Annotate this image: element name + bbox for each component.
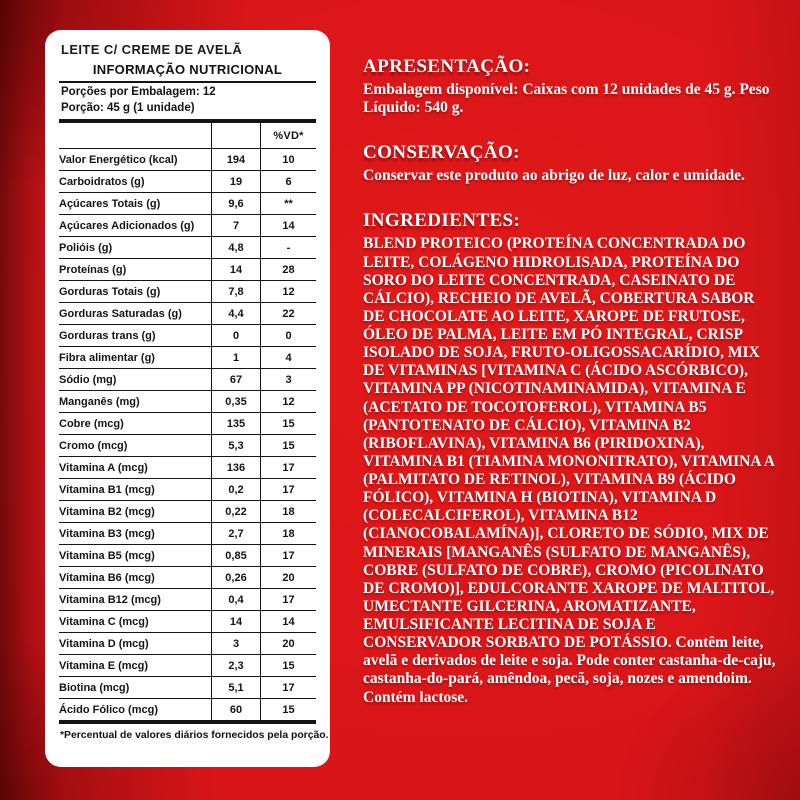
info-section (363, 210, 777, 706)
section-heading: APRESENTAÇÃO: (363, 56, 531, 77)
nutrient-label: Gorduras Totais (g) (59, 281, 212, 303)
nutrient-daily-value: 15 (261, 413, 317, 435)
nutrient-daily-value: 22 (261, 303, 317, 325)
nutrient-label: Proteínas (g) (59, 259, 212, 281)
nutrient-row (59, 325, 316, 347)
nutrient-label: Valor Energético (kcal) (59, 149, 212, 171)
nutrient-daily-value: 20 (261, 633, 317, 655)
section-body: Embalagem disponível: Caixas com 12 unidades de 45 g. Peso Líquido: 540 g. (363, 81, 770, 117)
nutrient-label: Vitamina B6 (mcg) (59, 567, 212, 589)
nutrient-daily-value: 15 (261, 699, 317, 723)
nutrient-daily-value: 20 (261, 567, 317, 589)
nutrient-daily-value: 17 (261, 457, 317, 479)
nutrient-label: Açúcares Totais (g) (59, 193, 212, 215)
nutrient-row (59, 149, 316, 171)
nutrient-row (59, 369, 316, 391)
nutrient-daily-value: 14 (261, 215, 317, 237)
nutrient-value: 60 (212, 699, 261, 723)
nutrient-row (59, 655, 316, 677)
nutrient-row (59, 633, 316, 655)
nutrition-table-title: INFORMAÇÃO NUTRICIONAL (59, 62, 316, 83)
nutrient-value: 0,26 (212, 567, 261, 589)
nutrient-label: Vitamina B5 (mcg) (59, 545, 212, 567)
nutrient-row (59, 567, 316, 589)
nutrient-value: 0 (212, 325, 261, 347)
nutrient-value: 14 (212, 611, 261, 633)
header-vd-cell: %VD* (261, 121, 317, 149)
nutrient-row (59, 545, 316, 567)
nutrition-table-header (59, 121, 316, 149)
servings-per-package: Porções por Embalagem: 12 (61, 86, 216, 98)
nutrient-row (59, 523, 316, 545)
nutrient-daily-value: 3 (261, 369, 317, 391)
nutrient-value: 0,22 (212, 501, 261, 523)
nutrient-row (59, 611, 316, 633)
nutrient-value: 194 (212, 149, 261, 171)
nutrient-daily-value: 17 (261, 589, 317, 611)
nutrient-value: 136 (212, 457, 261, 479)
nutrient-daily-value: ** (261, 193, 317, 215)
nutrient-daily-value: - (261, 237, 317, 259)
nutrient-label: Vitamina B12 (mcg) (59, 589, 212, 611)
nutrient-label: Biotina (mcg) (59, 677, 212, 699)
nutrient-value: 135 (212, 413, 261, 435)
nutrient-label: Ácido Fólico (mcg) (59, 699, 212, 723)
nutrient-value: 9,6 (212, 193, 261, 215)
nutrient-row (59, 237, 316, 259)
nutrient-row (59, 259, 316, 281)
nutrient-label: Vitamina A (mcg) (59, 457, 212, 479)
nutrient-label: Carboidratos (g) (59, 171, 212, 193)
nutrient-value: 19 (212, 171, 261, 193)
nutrient-row (59, 699, 316, 723)
nutrition-table-body (59, 149, 316, 723)
nutrition-facts-panel (45, 30, 330, 767)
nutrient-label: Açúcares Adicionados (g) (59, 215, 212, 237)
section-body: Conservar este produto ao abrigo de luz, calor e umidade. (363, 167, 745, 185)
nutrient-row (59, 457, 316, 479)
nutrient-daily-value: 17 (261, 677, 317, 699)
nutrient-row (59, 677, 316, 699)
nutrient-label: Manganês (mg) (59, 391, 212, 413)
nutrient-label: Vitamina B1 (mcg) (59, 479, 212, 501)
product-title: LEITE C/ CREME DE AVELÃ (61, 42, 243, 57)
nutrient-daily-value: 15 (261, 435, 317, 457)
nutrient-row (59, 589, 316, 611)
nutrient-label: Cromo (mcg) (59, 435, 212, 457)
nutrient-daily-value: 12 (261, 281, 317, 303)
nutrient-row (59, 171, 316, 193)
nutrient-label: Polióis (g) (59, 237, 212, 259)
nutrient-value: 0,4 (212, 589, 261, 611)
nutrient-row (59, 435, 316, 457)
info-column (363, 56, 777, 732)
section-heading: INGREDIENTES: (363, 210, 521, 232)
nutrient-daily-value: 15 (261, 655, 317, 677)
nutrient-label: Vitamina B2 (mcg) (59, 501, 212, 523)
nutrient-label: Gorduras trans (g) (59, 325, 212, 347)
header-label-cell (59, 121, 212, 149)
section-heading: CONSERVAÇÃO: (363, 142, 520, 164)
nutrient-label: Vitamina D (mcg) (59, 633, 212, 655)
nutrient-label: Cobre (mcg) (59, 413, 212, 435)
nutrient-value: 7,8 (212, 281, 261, 303)
nutrient-value: 0,85 (212, 545, 261, 567)
nutrient-label: Sódio (mg) (59, 369, 212, 391)
nutrient-value: 0,35 (212, 391, 261, 413)
nutrient-daily-value: 17 (261, 479, 317, 501)
nutrient-daily-value: 6 (261, 171, 317, 193)
nutrient-value: 4,8 (212, 237, 261, 259)
nutrient-value: 67 (212, 369, 261, 391)
section-body: BLEND PROTEICO (PROTEÍNA CONCENTRADA DO LEITE, COLÁGENO HIDROLISADA, PROTEÍNA DO SORO DO LEITE CONCENTRADA, CASEINATO DE CÁLCIO), RECHEIO DE AVELÃ, COBERTURA SABOR DE CHOCOLATE AO LEITE, XAROPE DE FRUTOSE, ÓLEO DE PALMA, LEITE EM PÓ INTEGRAL, CRISP ISOLADO DE SOJA, FRUTO-OLIGOSSACARÍDIO, MIX DE VITAMINAS [VITAMINA C (ÁCIDO ASCÓRBICO), VITAMINA PP (NICOTINAMINAMIDA), VITAMINA E (ACETATO DE TOCOTOFEROL), VITAMINA B5 (PANTOTENATO DE CÁLCIO), VITAMINA B2 (RIBOFLAVINA), VITAMINA B6 (PIRIDOXINA), VITAMINA B1 (TIAMINA MONONITRATO), VITAMINA A (PALMITATO DE RETINOL), VITAMINA B9 (ÁCIDO FÓLICO), VITAMINA H (BIOTINA), VITAMINA D (COLECALCIFEROL), VITAMINA B12 (CIANOCOBALAMÍNA)], CLORETO DE SÓDIO, MIX DE MINERAIS [MANGANÊS (SULFATO DE MANGANÊS), COBRE (SULFATO DE COBRE), CROMO (PICOLINATO DE CROMO)], EDULCORANTE XAROPE DE MALTITOL, UMECTANTE GILCERINA, AROMATIZANTE, EMULSIFICANTE LECITINA DE SOJA E CONSERVADOR SORBATO DE POTÁSSIO. Contêm leite, avelã e derivados de leite e soja. Pode conter castanha-de-caju, castanha-do-pará, amêndoa, pecã, soja, nozes e amendoim. Contém lactose. (363, 235, 776, 706)
header-row (59, 121, 316, 149)
nutrient-label: Gorduras Saturadas (g) (59, 303, 212, 325)
nutrient-row (59, 193, 316, 215)
nutrient-row (59, 281, 316, 303)
nutrient-value: 0,2 (212, 479, 261, 501)
nutrient-daily-value: 28 (261, 259, 317, 281)
nutrient-row (59, 215, 316, 237)
nutrition-table (59, 119, 316, 724)
nutrient-row (59, 501, 316, 523)
nutrient-value: 14 (212, 259, 261, 281)
nutrient-value: 2,3 (212, 655, 261, 677)
nutrient-label: Vitamina E (mcg) (59, 655, 212, 677)
nutrient-value: 3 (212, 633, 261, 655)
nutrient-value: 5,1 (212, 677, 261, 699)
nutrient-label: Fibra alimentar (g) (59, 347, 212, 369)
nutrient-row (59, 347, 316, 369)
nutrient-row (59, 303, 316, 325)
nutrient-daily-value: 18 (261, 523, 317, 545)
nutrient-daily-value: 10 (261, 149, 317, 171)
nutrient-value: 7 (212, 215, 261, 237)
nutrient-row (59, 479, 316, 501)
info-section (363, 142, 777, 185)
nutrient-label: Vitamina C (mcg) (59, 611, 212, 633)
nutrient-value: 2,7 (212, 523, 261, 545)
nutrient-value: 4,4 (212, 303, 261, 325)
nutrient-daily-value: 0 (261, 325, 317, 347)
nutrient-row (59, 391, 316, 413)
nutrient-daily-value: 4 (261, 347, 317, 369)
header-value-cell (212, 121, 261, 149)
nutrient-daily-value: 18 (261, 501, 317, 523)
info-section (363, 56, 777, 117)
nutrient-daily-value: 14 (261, 611, 317, 633)
nutrient-value: 1 (212, 347, 261, 369)
nutrient-daily-value: 17 (261, 545, 317, 567)
daily-value-footnote: *Percentual de valores diários fornecidos pela porção. (60, 730, 329, 741)
portion-size: Porção: 45 g (1 unidade) (61, 102, 195, 114)
nutrient-daily-value: 12 (261, 391, 317, 413)
nutrient-value: 5,3 (212, 435, 261, 457)
nutrient-row (59, 413, 316, 435)
nutrient-label: Vitamina B3 (mcg) (59, 523, 212, 545)
